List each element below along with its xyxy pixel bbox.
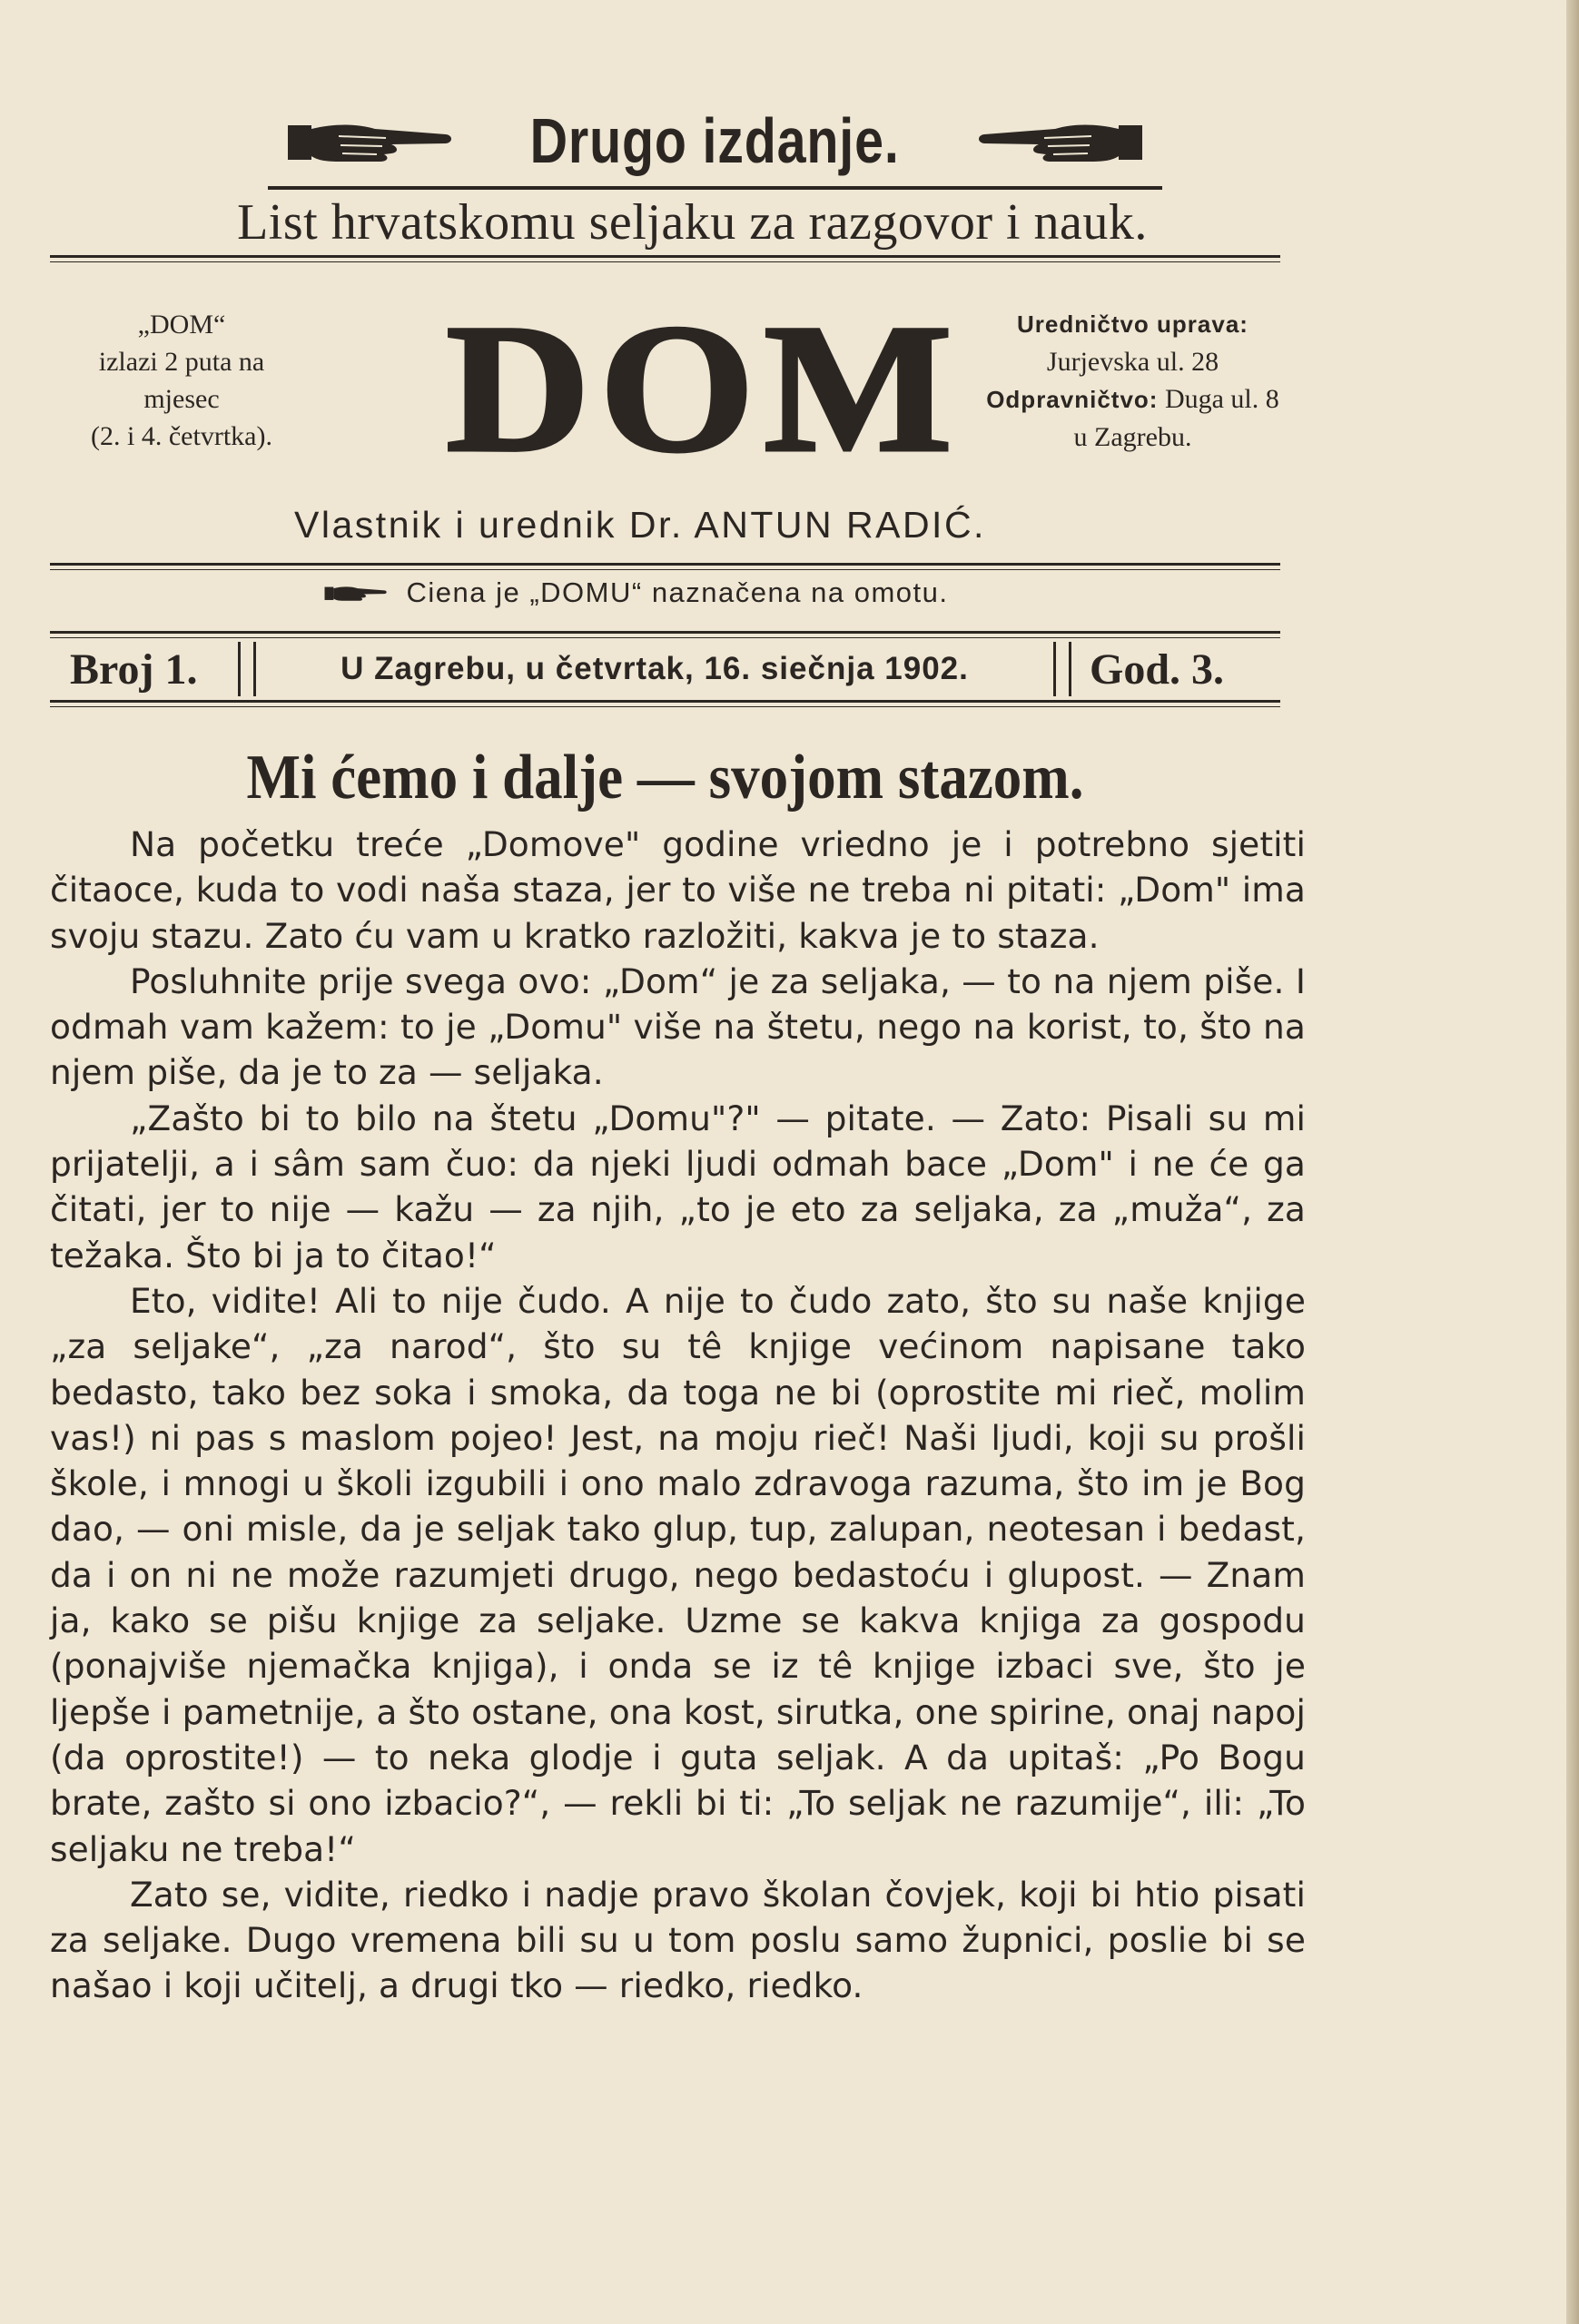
separator [238, 642, 256, 696]
pointing-hand-icon [323, 582, 389, 604]
pointing-hand-left-icon [973, 114, 1146, 167]
publication-info [50, 306, 313, 455]
issue-date: U Zagrebu, u četvrtak, 16. siečnja 1902. [340, 651, 969, 686]
edition-banner [268, 95, 1162, 190]
edition-title: Drugo izdanje. [530, 105, 900, 176]
divider [50, 631, 1280, 638]
divider [50, 700, 1280, 707]
article-body [50, 822, 1306, 2009]
editorial-office-info [967, 306, 1298, 456]
price-note [177, 576, 1094, 609]
divider [50, 255, 1280, 262]
article-paragraph: „Zašto bi to bilo na štetu „Domu"?" — pitate. — Zato: Pisali su mi prijatelji, a i sâm sam čuo: da njeki ljudi odmah bace „Dom" i ne će ga čitati, jer to nije — kažu — za njih, „to je eto za seljaka, za „muža“, za težaka. Što bi ja to čitao!“ [50, 1098, 1306, 1275]
office-label: Odpravničtvo: [986, 386, 1159, 413]
office-line [967, 380, 1298, 419]
divider [50, 563, 1280, 570]
article-paragraph: Zato se, vidite, riedko i nadje pravo školan čovjek, koji bi htio pisati za seljake. Dugo vremena bili su u tom poslu samo župnici, poslie bi se našao i koji učitelj, a drugi tko — riedko, riedko. [50, 1874, 1306, 2006]
info-line: mjesec [143, 384, 220, 414]
issue-number: Broj 1. [70, 645, 198, 694]
article-headline: Mi ćemo i dalje — svojom stazom. [246, 743, 1084, 812]
info-line: izlazi 2 puta na [98, 347, 265, 377]
office-line: Uredničtvo uprava: [1017, 310, 1248, 338]
page-edge [1566, 0, 1579, 2324]
logo-text: DOM [446, 290, 962, 490]
office-line: Jurjevska ul. 28 [1046, 347, 1219, 377]
separator [1053, 642, 1071, 696]
info-line: „DOM“ [137, 310, 226, 340]
article-paragraph: Posluhnite prije svega ovo: „Dom“ je za seljaka, — to na njem piše. I odmah vam kažem: to je „Domu" više na štetu, nego na korist, to, što na njem piše, da je to za — seljaka. [50, 960, 1306, 1093]
owner-line: Vlastnik i urednik Dr. ANTUN RADIĆ. [294, 504, 986, 546]
tagline: List hrvatskomu seljaku za razgovor i nauk. [237, 194, 1148, 251]
office-line: u Zagrebu. [1073, 422, 1192, 452]
price-text: Ciena je „DOMU“ naznačena na omotu. [406, 576, 949, 608]
article-paragraph: Na početku treće „Domove" godine vriedno je i potrebno sjetiti čitaoce, kuda to vodi naša staza, jer to više ne treba ni pitati: „Dom" ima svoju stazu. Zato ću vam u kratko razložiti, kakva je to staza. [50, 824, 1306, 956]
info-line: (2. i 4. četvrtka). [91, 421, 272, 451]
article-paragraph: Eto, vidite! Ali to nije čudo. A nije to čudo zato, što su naše knjige „za seljake“, „za narod“, što su tê knjige većinom napisane tako bedasto, tako bez soka i smoka, da toga ne bi (oprostite mi rieč, molim vas!) ni pas s maslom pojeo! Jest, na moju rieč! Naši ljudi, koji su prošli škole, i mnogi u školi izgubili i ono malo zdravoga razuma, što im je Bog dao, — oni misle, da je seljak tako glup, tup, zalupan, neotesan i bedast, da i on ni ne može razumjeti drugo, nego bedastoću i glupost. — Znam ja, kako se pišu knjige za seljake. Uzme se kakva knjiga za gospodu (ponajviše njemačka knjiga), i onda se iz tê knjige izbaci sve, što je ljepše i pametnije, a što ostane, ona kost, sirutka, one spirine, onaj napoj (da oprostite!) — to neka glodje i guta seljak. A da upitaš: „Po Bogu brate, zašto si ono izbacio?“, — rekli bi ti: „To seljak ne razumije“, ili: „To seljaku ne treba!“ [50, 1280, 1306, 1869]
issue-line [50, 642, 1280, 696]
pointing-hand-right-icon [284, 114, 457, 167]
issue-year: God. 3. [1090, 645, 1225, 694]
office-value: Duga ul. 8 [1158, 384, 1279, 414]
